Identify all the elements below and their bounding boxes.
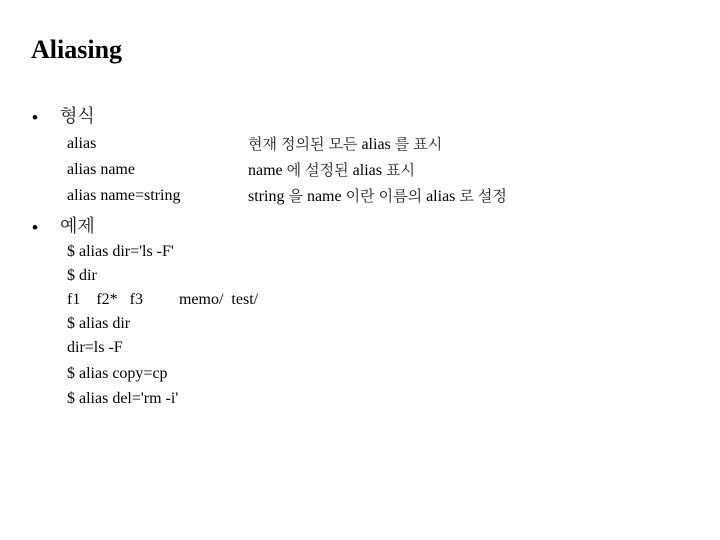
section-heading-example: 예제 (60, 216, 95, 237)
syntax-command: alias name (67, 161, 135, 178)
section-heading-format: 형식 (60, 106, 95, 127)
example-line: dir=ls -F (67, 339, 123, 356)
syntax-description: 현재 정의된 모든 alias 를 표시 (248, 135, 443, 153)
slide-title: Aliasing (31, 35, 123, 64)
example-line: $ dir (67, 267, 97, 284)
example-line: $ alias dir (67, 315, 131, 332)
example-line: $ alias copy=cp (67, 365, 168, 382)
syntax-command: alias (67, 135, 97, 152)
syntax-description: string 을 name 이란 이름의 alias 로 설정 (248, 187, 507, 205)
bullet-marker: • (32, 218, 38, 237)
example-line: f1 f2* f3 memo/ test/ (67, 291, 259, 308)
syntax-command: alias name=string (67, 187, 181, 204)
example-line: $ alias del='rm -i' (67, 390, 179, 407)
example-line: $ alias dir='ls -F' (67, 243, 174, 260)
syntax-description: name 에 설정된 alias 표시 (248, 161, 415, 179)
bullet-marker: • (32, 108, 38, 127)
